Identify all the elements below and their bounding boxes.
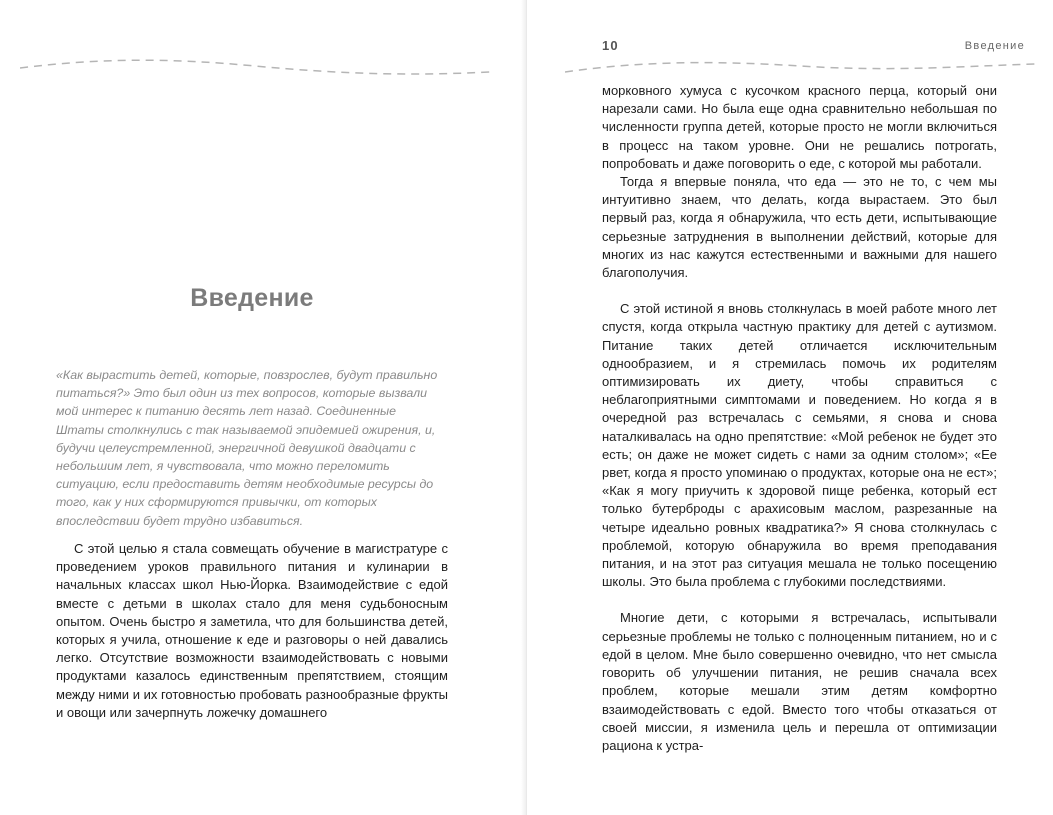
epigraph: «Как вырастить детей, которые, повзрослев, будут правильно питаться?» Это был один из тех вопросов, которые вызвали мой интерес к питанию десять лет назад. Соединенные Штаты столкнулись с так называемой эпидемией ожирения, и, будучи целеустремленной, энергичной девушкой двадцати с небольшим лет, я чувствовала, что можно переломить ситуацию, если предоставить детям необходимые ресурсы до того, как у них сформируются привычки, от которых впоследствии будет трудно избавиться.: [56, 368, 438, 528]
right-page: [527, 0, 1053, 815]
left-body-text: [56, 540, 448, 722]
decorative-wave-divider: [565, 54, 1035, 78]
paragraph: Многие дети, с которыми я встречалась, испытывали серьезные проблемы не только с полноценным питанием, но и с едой в целом. Мне было совершенно очевидно, что нет смысла говорить об улучшении питания, не решив сначала всех проблем, которые мешали этим детям комфортно взаимодействовать с едой. Вместо того чтобы отказаться от своей миссии, я изменила цель и перешла от оптимизации рациона к устра-: [602, 610, 997, 753]
left-page: [0, 0, 526, 815]
right-body-text: [602, 82, 997, 755]
running-head: Введение: [964, 40, 1025, 52]
paragraph: С этой истиной я вновь столкнулась в моей работе много лет спустя, когда открыла частную практику для детей с аутизмом. Питание таких детей отличается исключительным однообразием, и я стремилась помочь их родителям оптимизировать их диету, чтобы справиться с неблагоприятными симптомами и поведением. Но когда я в очередной раз встречалась с семьями, я снова и снова наталкивалась на одно препятствие: «Мой ребенок не будет это есть; он даже не может сидеть с нами за одним столом»; «Ее рвет, когда я просто упоминаю о продуктах, которые она не ест»; «Как я могу приучить к здоровой пище ребенка, который ест только бутерброды с арахисовым маслом, разрезанные на четыре идеально ровных квадратика?» Я снова столкнулась с проблемой, которую обнаружила во время преподавания питания, и на этот раз ситуация мешала не только посещению школы. Это была проблема с глубокими последствиями.: [602, 301, 997, 590]
chapter-title: Введение: [190, 284, 314, 312]
paragraph: Тогда я впервые поняла, что еда — это не то, с чем мы интуитивно знаем, что делать, когда вырастаем. Это был первый раз, когда я обнаружила, что есть дети, испытывающие серьезные затруднения в выполнении действий, которые для многих из нас кажутся естественными и важными для нашего благополучия.: [602, 174, 997, 281]
paragraph: С этой целью я стала совмещать обучение в магистратуре с проведением уроков правильного питания и кулинарии в начальных классах школ Нью-Йорка. Взаимодействие с едой вместе с детьми в школах стало для меня судьбоносным опытом. Очень быстро я заметила, что для большинства детей, которых я учила, отношение к еде и разговоры о ней давались легко. Отсутствие возможности взаимодействовать с новыми продуктами казалось единственным препятствием, стоящим между ними и их готовностью пробовать разнообразные фрукты и овощи или зачерпнуть ложечку домашнего: [56, 541, 448, 720]
paragraph: морковного хумуса с кусочком красного перца, который они нарезали сами. Но была еще одна сравнительно небольшая по численности группа детей, которые просто не могли включиться в процесс на таком уровне. Они не решались потрогать, попробовать и даже поговорить о еде, с которой мы работали.: [602, 83, 997, 171]
page-number: 10: [602, 38, 619, 53]
decorative-wave-divider: [20, 54, 490, 78]
